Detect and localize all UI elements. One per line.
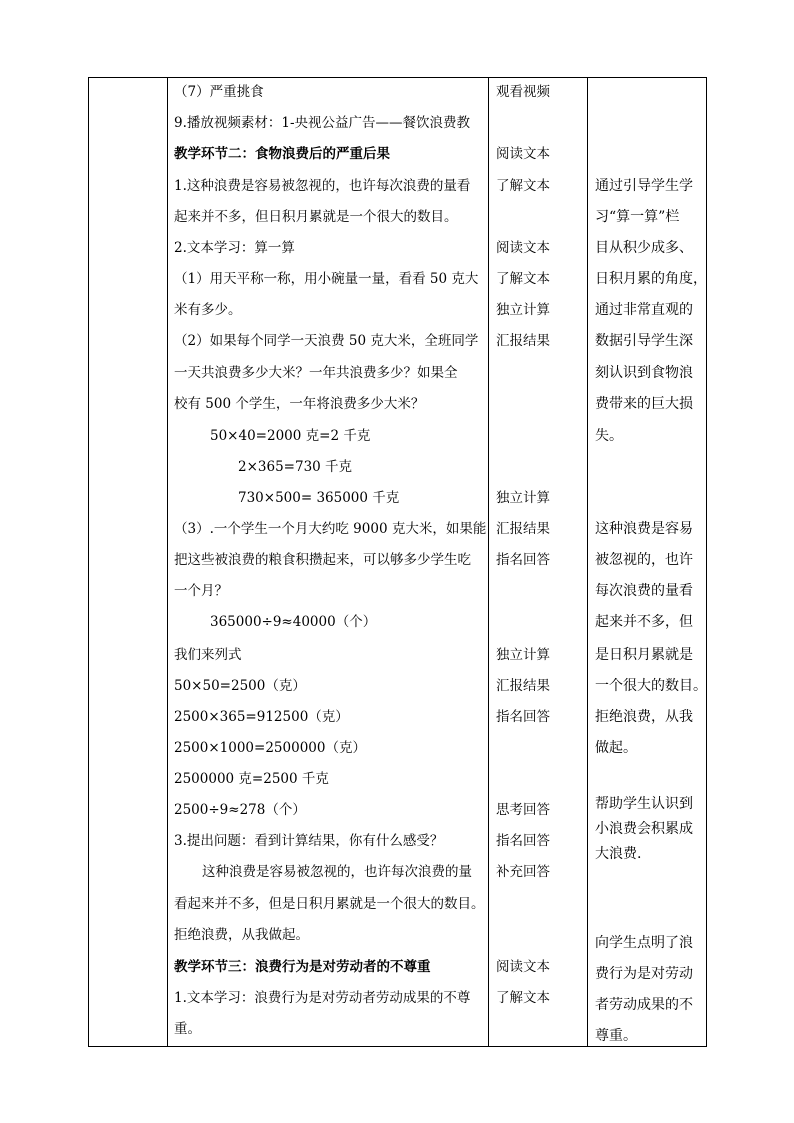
- table-border-right: [706, 77, 707, 1047]
- content-line: 一天共浪费多少大米？一年共浪费多少？如果全: [174, 365, 458, 381]
- table-border-bottom: [88, 1046, 706, 1047]
- intent-line: 被忽视的，也许: [595, 552, 693, 568]
- content-line: （1）用天平称一称，用小碗量一量，看看 50 克大: [174, 271, 479, 287]
- content-line: 米有多少。: [174, 302, 242, 318]
- content-line: 这种浪费是容易被忽视的，也许每次浪费的量: [202, 864, 472, 880]
- table-border-top: [88, 77, 706, 78]
- content-line: 3.提出问题：看到计算结果，你有什么感受？: [174, 833, 444, 849]
- activity-line: 思考回答: [496, 802, 550, 818]
- content-line: 教学环节二：食物浪费后的严重后果: [174, 146, 390, 162]
- intent-line: 拒绝浪费，从我: [595, 709, 693, 725]
- activity-line: 阅读文本: [496, 240, 550, 256]
- activity-line: 汇报结果: [496, 678, 550, 694]
- content-line: 365000÷9≈40000（个）: [210, 614, 377, 630]
- content-line: 1.文本学习：浪费行为是对劳动者劳动成果的不尊: [174, 990, 471, 1006]
- intent-line: 费带来的巨大损: [595, 396, 693, 412]
- content-line: 起来并不多，但日积月累就是一个很大的数目。: [174, 209, 458, 225]
- content-line: 2500×365=912500（克）: [174, 709, 349, 725]
- content-line: （3）.一个学生一个月大约吃 9000 克大米，如果能: [174, 521, 487, 537]
- column-divider-1: [167, 77, 168, 1047]
- content-line: 9.播放视频素材：1-央视公益广告——餐饮浪费教: [174, 115, 471, 131]
- content-line: 一个月？: [174, 583, 228, 599]
- activity-line: 指名回答: [496, 833, 550, 849]
- content-line: 教学环节三：浪费行为是对劳动者的不尊重: [174, 959, 431, 975]
- intent-line: 是日积月累就是: [595, 647, 693, 663]
- intent-line: 尊重。: [595, 1028, 637, 1044]
- content-line: 我们来列式: [174, 647, 242, 663]
- column-divider-3: [587, 77, 588, 1047]
- intent-line: 小浪费会积累成: [595, 821, 693, 837]
- content-line: 50×50=2500（克）: [174, 678, 306, 694]
- intent-line: 做起。: [595, 740, 637, 756]
- activity-line: 独立计算: [496, 302, 550, 318]
- intent-line: 日积月累的角度，: [595, 271, 707, 287]
- content-line: 拒绝浪费，从我做起。: [174, 927, 309, 943]
- intent-line: 帮助学生认识到: [595, 796, 693, 812]
- content-line: （7）严重挑食: [174, 84, 264, 100]
- intent-line: 刻认识到食物浪: [595, 365, 693, 381]
- intent-line: 费行为是对劳动: [595, 966, 693, 982]
- content-line: 2500000 克=2500 千克: [174, 771, 329, 787]
- activity-line: 阅读文本: [496, 959, 550, 975]
- activity-line: 补充回答: [496, 864, 550, 880]
- intent-line: 习“算一算”栏: [595, 209, 680, 225]
- content-line: 把这些被浪费的粮食积攒起来，可以够多少学生吃: [174, 552, 471, 568]
- activity-line: 独立计算: [496, 647, 550, 663]
- intent-line: 失。: [595, 428, 623, 444]
- intent-line: 者劳动成果的不: [595, 997, 693, 1013]
- activity-line: 观看视频: [496, 84, 550, 100]
- intent-line: 每次浪费的量看: [595, 583, 693, 599]
- intent-line: 数据引导学生深: [595, 333, 693, 349]
- content-line: 2.文本学习：算一算: [174, 240, 295, 256]
- activity-line: 阅读文本: [496, 146, 550, 162]
- content-line: 50×40=2000 克=2 千克: [210, 428, 371, 444]
- intent-line: 一个很大的数目。: [595, 678, 707, 694]
- activity-line: 汇报结果: [496, 521, 550, 537]
- column-divider-2: [488, 77, 489, 1047]
- intent-line: 这种浪费是容易: [595, 521, 693, 537]
- activity-line: 了解文本: [496, 271, 550, 287]
- activity-line: 了解文本: [496, 178, 550, 194]
- activity-line: 独立计算: [496, 490, 550, 506]
- intent-line: 通过引导学生学: [595, 178, 693, 194]
- activity-line: 指名回答: [496, 709, 550, 725]
- activity-line: 指名回答: [496, 552, 550, 568]
- content-line: 2500÷9≈278（个）: [174, 802, 306, 818]
- content-line: 看起来并不多，但是日积月累就是一个很大的数目。: [174, 896, 485, 912]
- activity-line: 了解文本: [496, 990, 550, 1006]
- content-line: 1.这种浪费是容易被忽视的，也许每次浪费的量看: [174, 178, 471, 194]
- intent-line: 向学生点明了浪: [595, 935, 693, 951]
- content-line: 2500×1000=2500000（克）: [174, 740, 366, 756]
- intent-line: 目从积少成多、: [595, 240, 693, 256]
- table-border-left: [88, 77, 89, 1047]
- intent-line: 大浪费.: [595, 846, 642, 862]
- content-line: 730×500= 365000 千克: [238, 490, 400, 506]
- intent-line: 通过非常直观的: [595, 302, 693, 318]
- content-line: （2）如果每个同学一天浪费 50 克大米，全班同学: [174, 333, 479, 349]
- content-line: 校有 500 个学生，一年将浪费多少大米？: [174, 396, 425, 412]
- activity-line: 汇报结果: [496, 333, 550, 349]
- content-line: 2×365=730 千克: [238, 459, 353, 475]
- intent-line: 起来并不多，但: [595, 614, 693, 630]
- content-line: 重。: [174, 1021, 201, 1037]
